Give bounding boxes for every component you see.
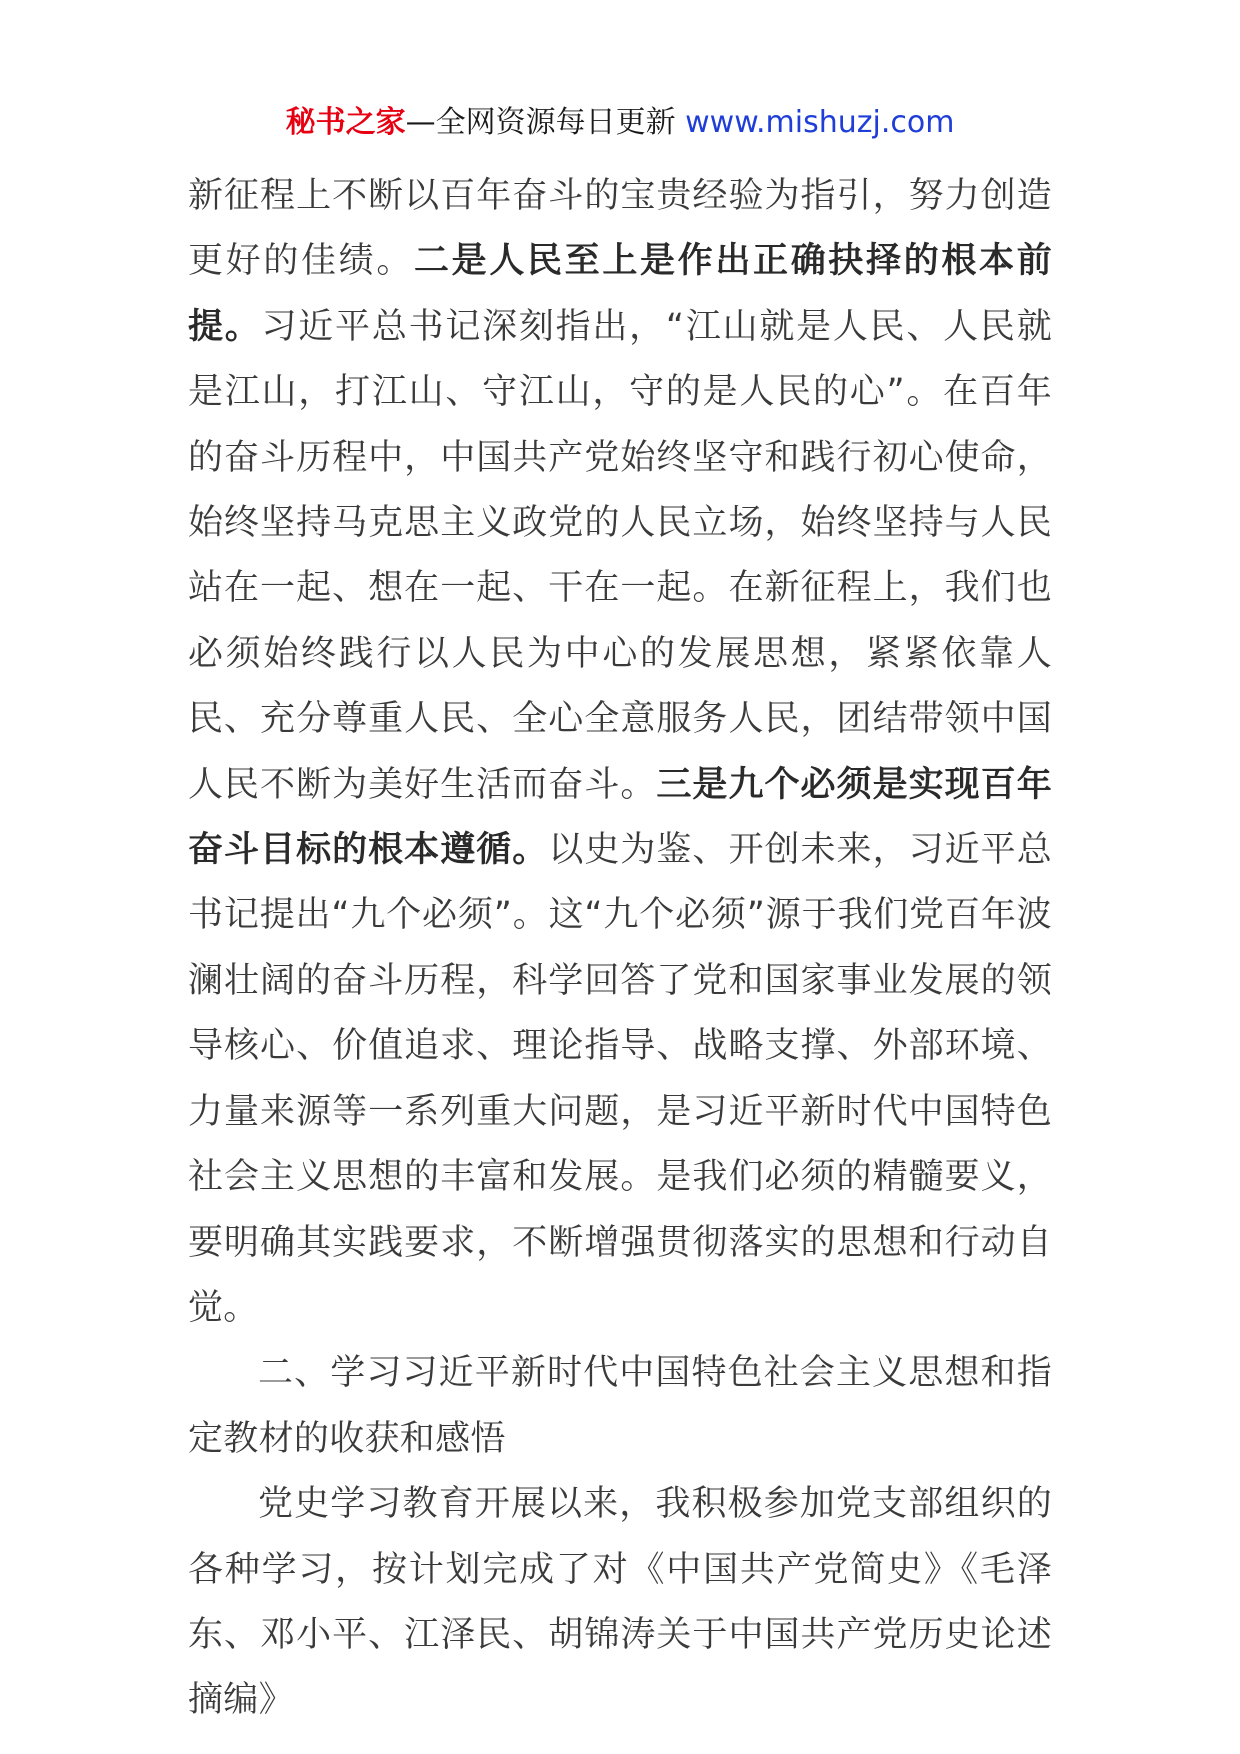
section-heading-2: 二、学习习近平新时代中国特色社会主义思想和指定教材的收获和感悟: [188, 1353, 1052, 1459]
document-body: [188, 164, 1052, 1734]
site-brand: 秘书之家: [285, 105, 406, 140]
body-paragraph-2: 党史学习教育开展以来，我积极参加党支部组织的各种学习，按计划完成了对《中国共产党简史》《毛泽东、邓小平、江泽民、胡锦涛关于中国共产党历史论述摘编》: [188, 1484, 1052, 1721]
paragraph-text: 以史为鉴、开创未来，习近平总书记提出“九个必须”。这“九个必须”源于我们党百年波澜壮阔的奋斗历程，科学回答了党和国家事业发展的领导核心、价值追求、理论指导、战略支撑、外部环境、力量来源等一系列重大问题，是习近平新时代中国特色社会主义思想的丰富和发展。是我们必须的精髓要义，要明确其实践要求，不断增强贯彻落实的思想和行动自觉。: [188, 830, 1052, 1328]
paragraph-text: 习近平总书记深刻指出，“江山就是人民、人民就是江山，打江山、守江山，守的是人民的心”。在百年的奋斗历程中，中国共产党始终坚守和践行初心使命，始终坚持马克思主义政党的人民立场，始终坚持与人民站在一起、想在一起、干在一起。在新征程上，我们也必须始终践行以人民为中心的发展思想，紧紧依靠人民、充分尊重人民、全心全意服务人民，团结带领中国人民不断为美好生活而奋斗。: [188, 306, 1052, 805]
site-url-link[interactable]: www.mishuzj.com: [685, 105, 955, 140]
bold-point-three: 三是九个必须是实现百年奋斗目标的根本遵循。: [188, 764, 1052, 871]
body-paragraph-1: [188, 164, 1052, 1341]
paragraph-text: 新征程上不断以百年奋斗的宝贵经验为指引，努力创造更好的佳绩。: [188, 176, 1052, 282]
site-tagline: —全网资源每日更新: [405, 105, 676, 140]
site-header: [0, 100, 1240, 146]
bold-point-two: 二是人民至上是作出正确抉择的根本前提。: [188, 241, 1052, 347]
